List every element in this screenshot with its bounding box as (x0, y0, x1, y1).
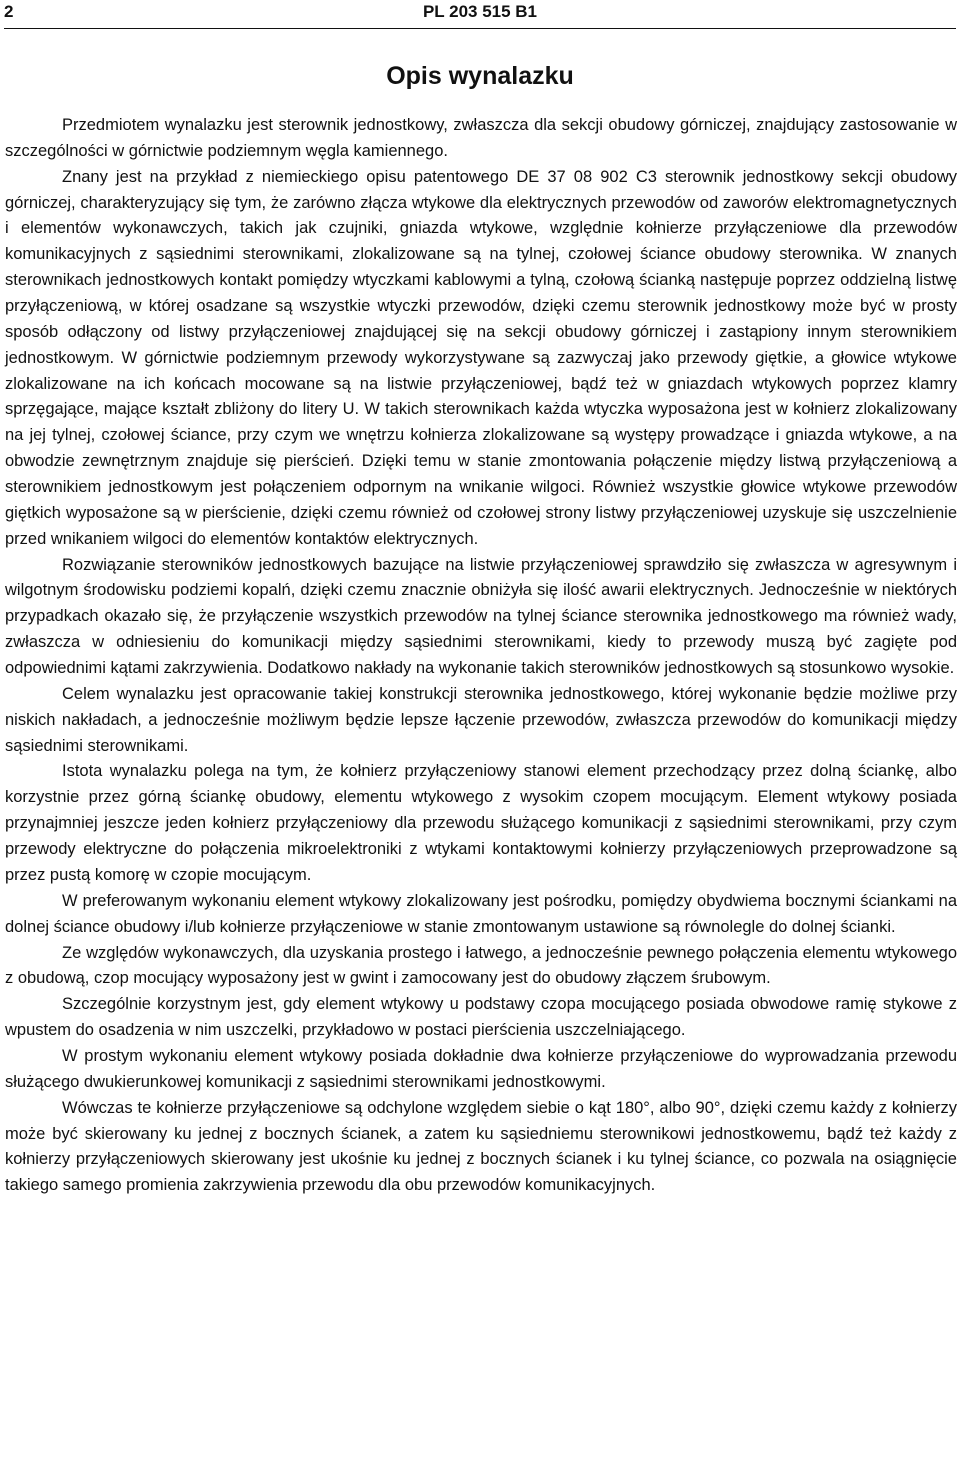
page-number: 2 (4, 2, 14, 21)
paragraph-essence: Istota wynalazku polega na tym, że kołnierz przyłączeniowy stanowi element przechodzący przez dolną ściankę, albo korzystnie przez górną ściankę obudowy, elementu wtykowego z wysokim czopem mocującym. Element wtykowy posiada przynajmniej jeszcze jeden kołnierz przyłączeniowy dla przewodu służącego komunikacji z sąsiednimi sterownikami, przy czym przewody elektryczne do połączenia mikroelektroniki z wtykami kontaktowymi kołnierzy przyłączeniowych przeprowadzone są przez pustą komorę w czopie mocującym. (5, 762, 957, 884)
paragraph-prior-art-drawbacks: Rozwiązanie sterowników jednostkowych bazujące na listwie przyłączeniowej sprawdziło się zwłaszcza w agresywnym i wilgotnym środowisku podziemi kopalń, dzięki czemu znacznie obniżyła się ilość awarii elektrycznych. Jednocześnie w niektórych przypadkach okazało się, że przyłączenie wszystkich przewodów na tylnej ściance sterownika jednostkowego ma również wady, zwłaszcza w odniesieniu do komunikacji między sąsiednimi sterownikami, kiedy to przewody muszą być zagięte pod odpowiednimi kątami zakrzywienia. Dodatkowo nakłady na wykonanie takich sterowników jednostkowych są stosunkowo wysokie. (5, 555, 957, 678)
description-body (5, 113, 957, 1199)
section-title: Opis wynalazku (386, 62, 574, 90)
paragraph-subject: Przedmiotem wynalazku jest sterownik jednostkowy, zwłaszcza dla sekcji obudowy górniczej, znajdujący zastosowanie w szczególności w górnictwie podziemnym węgla kamiennego. (5, 116, 957, 160)
paragraph-seal: Szczególnie korzystnym jest, gdy element wtykowy u podstawy czopa mocującego posiada obwodowe ramię stykowe z wpustem do osadzenia w nim uszczelki, przykładowo w postaci pierścienia uszczelniającego. (5, 995, 957, 1040)
paragraph-two-flanges: W prostym wykonaniu element wtykowy posiada dokładnie dwa kołnierze przyłączeniowe do wyprowadzania przewodu służącego dwukierunkowej komunikacji z sąsiednimi sterownikami jednostkowymi. (5, 1046, 957, 1091)
document-number: PL 203 515 B1 (422, 2, 538, 21)
paragraph-objective: Celem wynalazku jest opracowanie takiej konstrukcji sterownika jednostkowego, której wykonanie będzie możliwe przy niskich nakładach, a jednocześnie możliwym będzie lepsze łączenie przewodów, zwłaszcza przewodów do komunikacji między sąsiednimi sterownikami. (5, 684, 957, 755)
paragraph-prior-art: Znany jest na przykład z niemieckiego opisu patentowego DE 37 08 902 C3 sterownik jednostkowy sekcji obudowy górniczej, charakteryzujący się tym, że zarówno złącza wtykowe dla elektrycznych przewodów od zaworów elektromagnetycznych i elementów wykonawczych, takich jak czujniki, gniazda wtykowe, względnie kołnierze przyłączeniowe dla przewodów komunikacyjnych z sąsiednimi sterownikami, zlokalizowane są na tylnej, czołowej ściance obudowy sterownika. W znanych sterownikach jednostkowych kontakt pomiędzy wtyczkami kablowymi a tylną, czołową ścianką następuje poprzez oddzielną listwę przyłączeniową, w której osadzane są wszystkie wtyczki przewodów, dzięki czemu sterownik jednostkowy może być w prosty sposób odłączony od listwy przyłączeniowej znajdującej się na sekcji obudowy górniczej i zastąpiony innym sterownikiem jednostkowym. W górnictwie podziemnym przewody wykorzystywane są zazwyczaj jako przewody giętkie, a głowice wtykowe zlokalizowane na ich końcach mocowane są na listwie przyłączeniowej, bądź też w gniazdach wtykowych poprzez klamry sprzęgające, mające kształt zbliżony do litery U. W takich sterownikach każda wtyczka wyposażona jest w kołnierz zlokalizowany na jej tylnej, czołowej ściance, przy czym we wnętrzu kołnierza zlokalizowane są występy prowadzące i gniazda wtykowe, a na obwodzie zewnętrznym znajduje się pierścień. Dzięki temu w stanie zmontowania połączenie między listwą przyłączeniową a sterownikiem jednostkowym jest połączeniem odpornym na wnikanie wilgoci. Również wszystkie głowice wtykowe przewodów giętkich wyposażone są w pierścienie, dzięki czemu również od czołowej strony listwy przyłączeniowej uzyskuje się uszczelnienie przed wnikaniem wilgoci do elementów kontaktów elektrycznych. (5, 167, 957, 548)
page-header (4, 2, 956, 29)
paragraph-flange-angles: Wówczas te kołnierze przyłączeniowe są odchylone względem siebie o kąt 180°, albo 90°, dzięki czemu każdy z kołnierzy może być skierowany ku jednej z bocznych ścianek, a zatem ku sąsiedniemu sterownikowi jednostkowemu, bądź też każdy z kołnierzy przyłączeniowych skierowany jest ukośnie ku jednej z bocznych ścianek i ku tylnej ściance, co pozwala na osiągnięcie takiego samego promienia zakrzywienia przewodu dla obu przewodów komunikacyjnych. (5, 1098, 957, 1195)
paragraph-preferred-embodiment: W preferowanym wykonaniu element wtykowy zlokalizowany jest pośrodku, pomiędzy obydwiema bocznymi ściankami na dolnej ściance obudowy i/lub kołnierze przyłączeniowe w stanie zmontowanym ustawione są równolegle do dolnej ścianki. (5, 891, 957, 936)
paragraph-mounting-pin: Ze względów wykonawczych, dla uzyskania prostego i łatwego, a jednocześnie pewnego połączenia elementu wtykowego z obudową, czop mocujący wyposażony jest w gwint i zamocowany jest do obudowy złączem śrubowym. (5, 943, 957, 988)
